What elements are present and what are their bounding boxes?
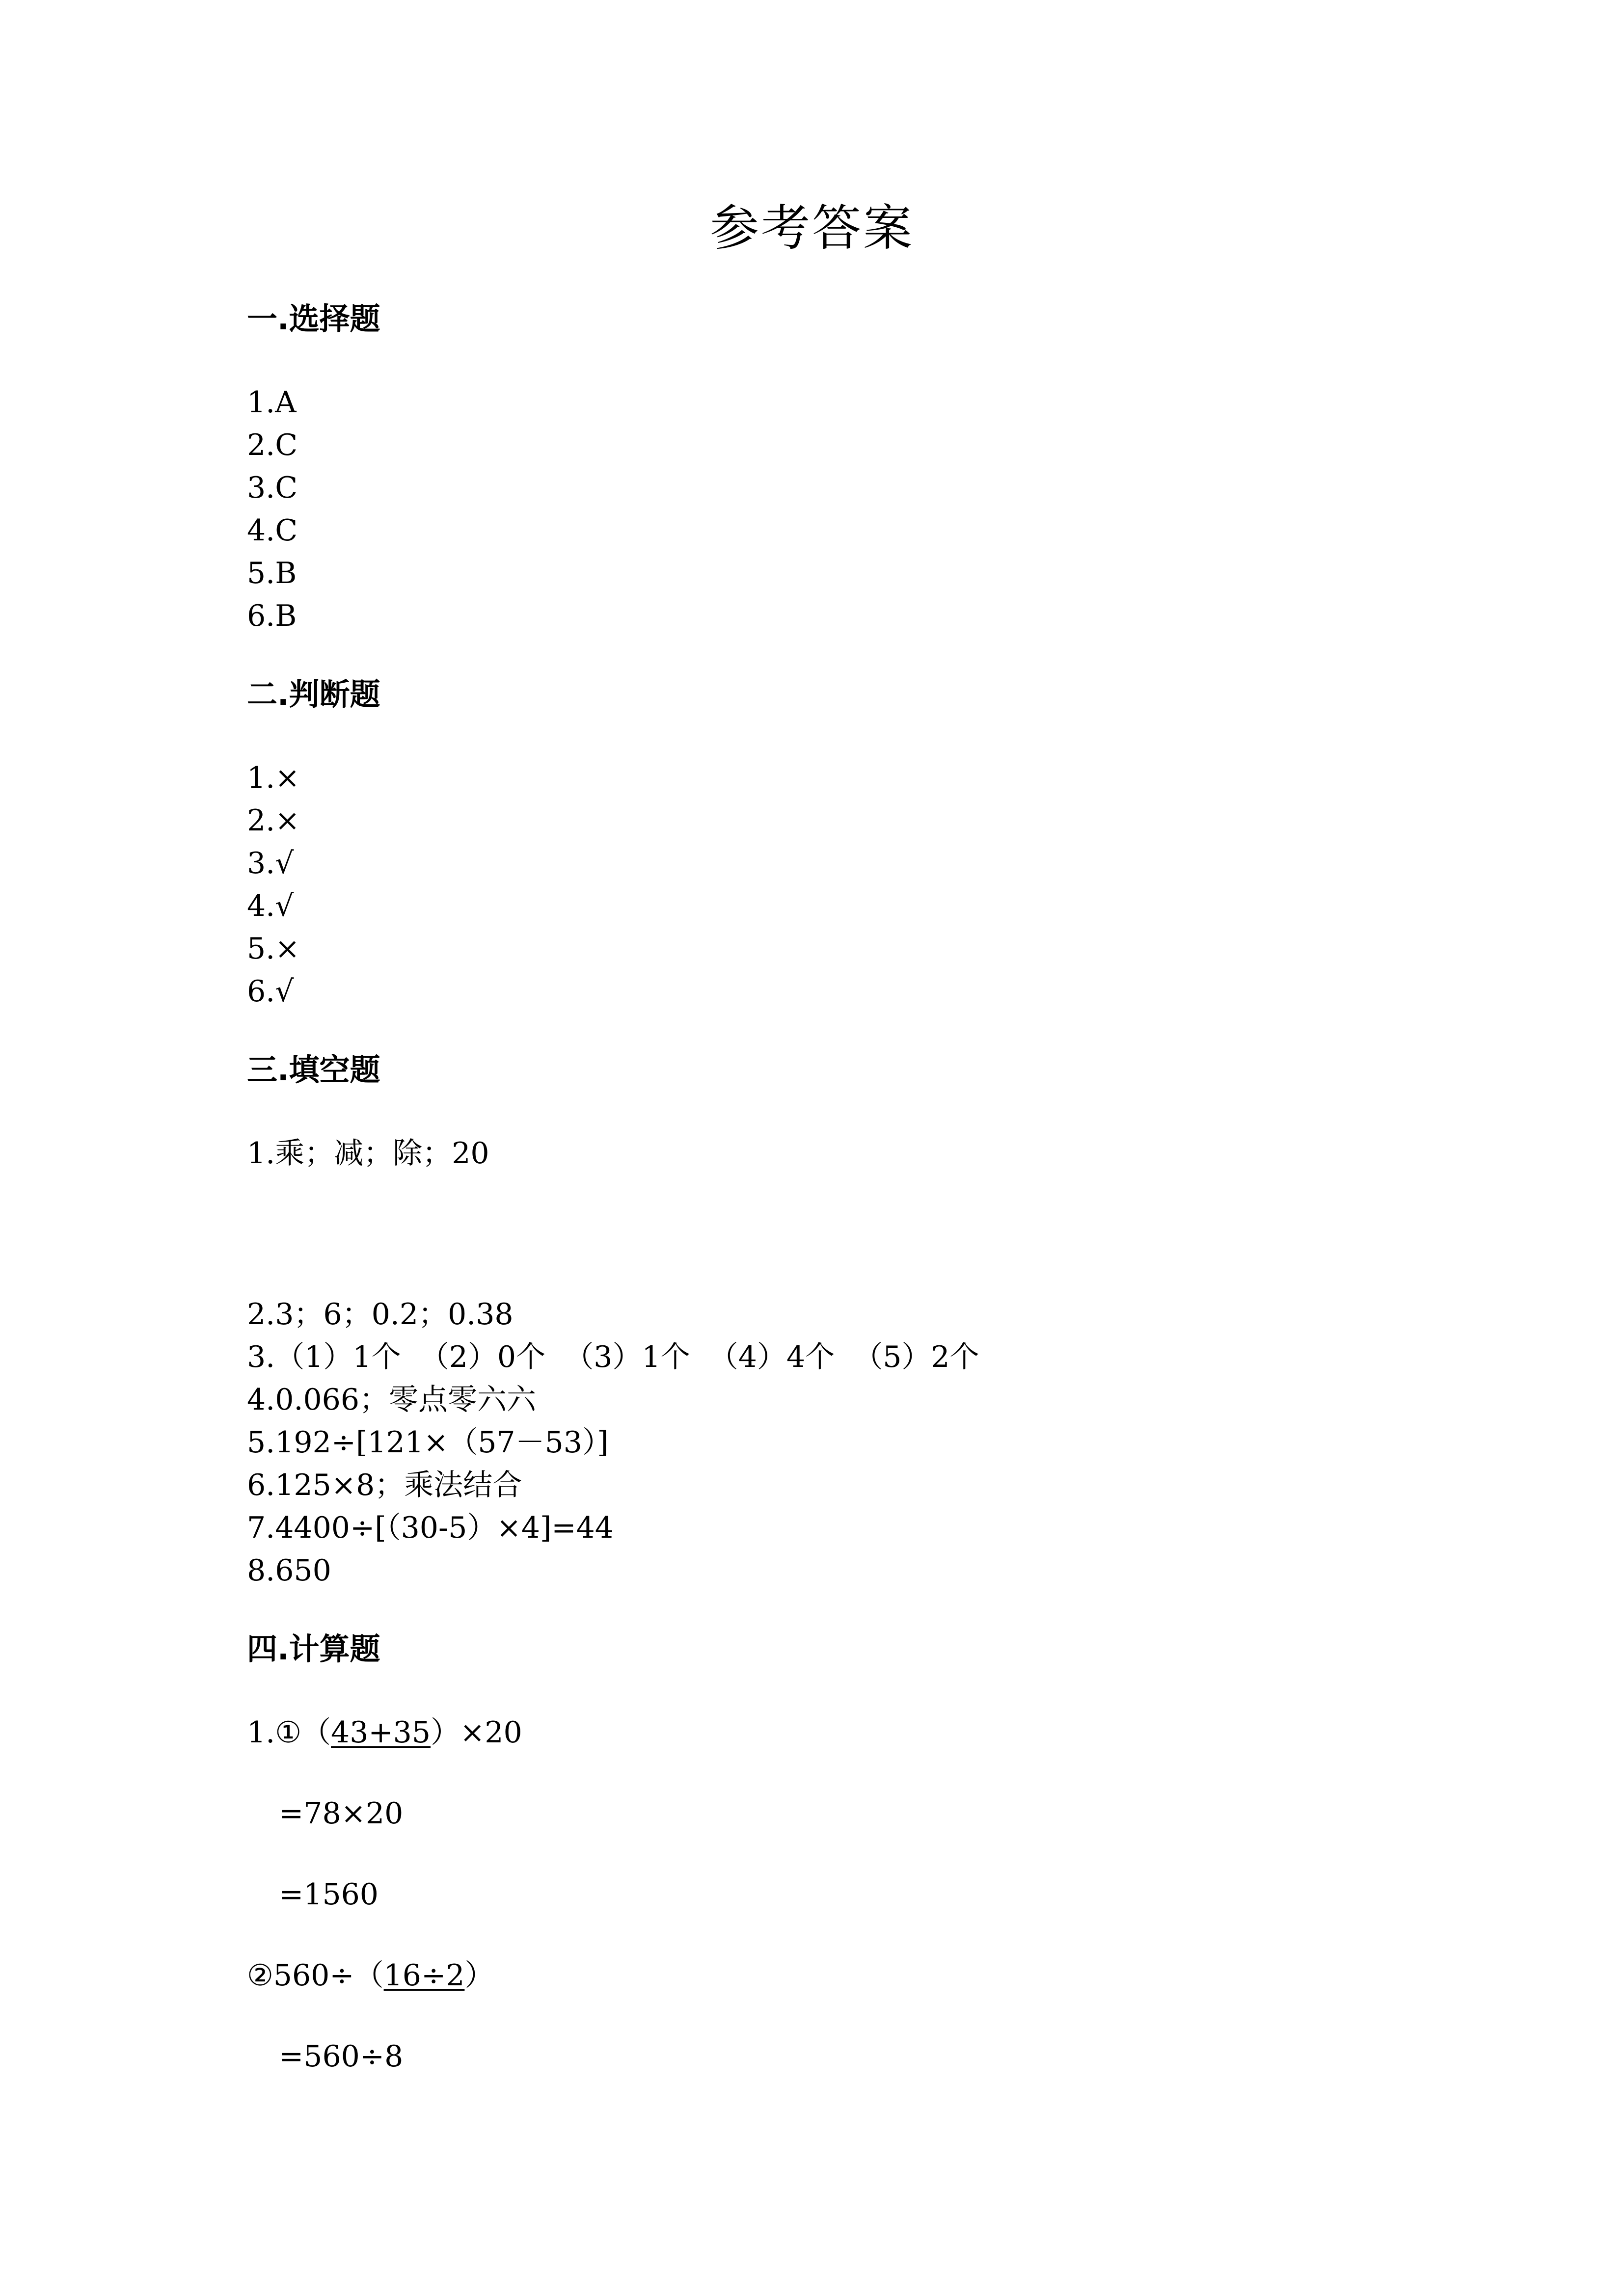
fill-answer-1: 1.乘；减；除；20 [247, 1136, 489, 1171]
choice-answer-4: 4.C [247, 513, 298, 548]
calc-q2-step-1: =560÷8 [279, 2039, 404, 2074]
calc-q2-prefix: ②560÷（ [247, 1958, 384, 1993]
judgment-answer-4: 4.√ [247, 889, 294, 923]
fill-answer-3: 3.（1）1个 （2）0个 （3）1个 （4）4个 （5）2个 [247, 1340, 979, 1374]
calc-q2-underlined-step: 16÷2 [383, 1958, 465, 1993]
fill-answer-6: 6.125×8；乘法结合 [247, 1468, 522, 1502]
choice-answer-2: 2.C [247, 428, 298, 462]
choice-answer-1: 1.A [247, 385, 297, 420]
judgment-answer-3: 3.√ [247, 846, 294, 881]
fill-answer-7: 7.4400÷[（30-5）×4]=44 [247, 1511, 614, 1545]
choice-answer-3: 3.C [247, 471, 298, 505]
section-heading-judgment: 二.判断题 [247, 676, 380, 712]
fill-answer-4: 4.0.066；零点零六六 [247, 1383, 537, 1417]
calc-question-1 [247, 1713, 522, 1752]
fill-answer-8: 8.650 [247, 1553, 331, 1588]
calc-q1-step-1: =78×20 [279, 1796, 404, 1831]
fill-answer-5: 5.192÷[121×（57－53）] [247, 1425, 609, 1460]
calc-q1-suffix: ）×20 [431, 1715, 522, 1750]
fill-answer-2: 2.3；6；0.2；0.38 [247, 1297, 514, 1332]
judgment-answer-2: 2.× [247, 803, 300, 838]
choice-answer-5: 5.B [247, 556, 297, 590]
calc-q1-prefix: 1.①（ [247, 1715, 331, 1750]
judgment-answer-5: 5.× [247, 932, 300, 966]
choice-answer-6: 6.B [247, 599, 297, 633]
calc-question-2 [247, 1956, 494, 1995]
section-heading-calculation: 四.计算题 [247, 1631, 380, 1667]
calc-q1-step-2: =1560 [279, 1877, 379, 1912]
judgment-answer-1: 1.× [247, 761, 300, 795]
judgment-answer-6: 6.√ [247, 974, 294, 1009]
calc-q2-suffix: ） [464, 1958, 494, 1993]
section-heading-fill-blank: 三.填空题 [247, 1052, 380, 1088]
section-heading-choice: 一.选择题 [247, 301, 380, 337]
page-title: 参考答案 [710, 199, 914, 257]
calc-q1-underlined-step: 43+35 [331, 1715, 431, 1750]
